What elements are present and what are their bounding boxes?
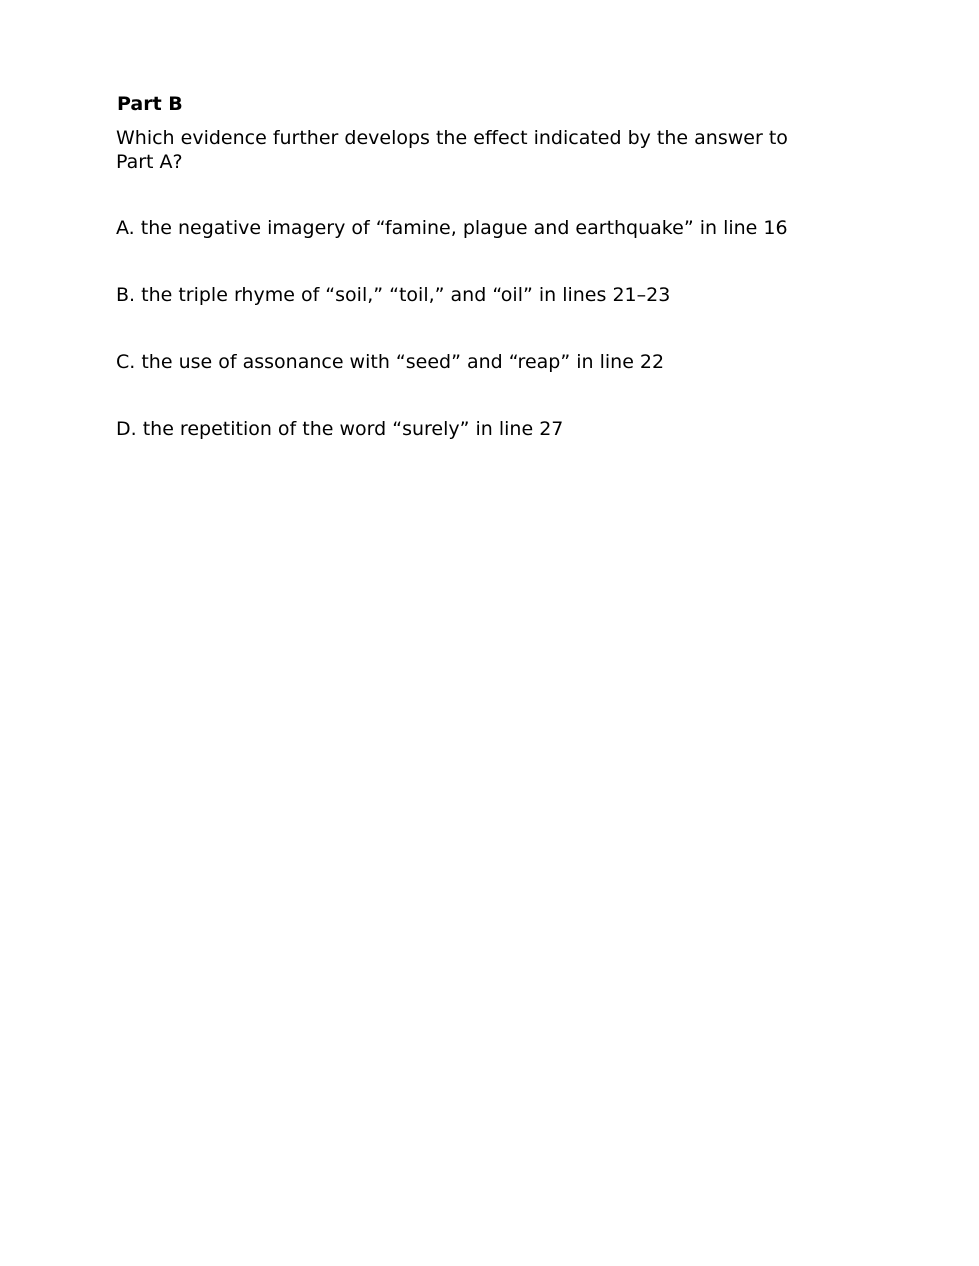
option-a[interactable]: A. the negative imagery of “famine, plague and earthquake” in line 16 — [116, 217, 788, 239]
option-d[interactable]: D. the repetition of the word “surely” in line 27 — [116, 418, 564, 440]
question-text: Which evidence further develops the effect indicated by the answer to Part A? — [116, 127, 788, 173]
option-b[interactable]: B. the triple rhyme of “soil,” “toil,” and “oil” in lines 21–23 — [116, 284, 671, 306]
answer-options — [116, 216, 876, 484]
part-heading: Part B — [117, 93, 183, 115]
option-c[interactable]: C. the use of assonance with “seed” and “reap” in line 22 — [116, 351, 665, 373]
